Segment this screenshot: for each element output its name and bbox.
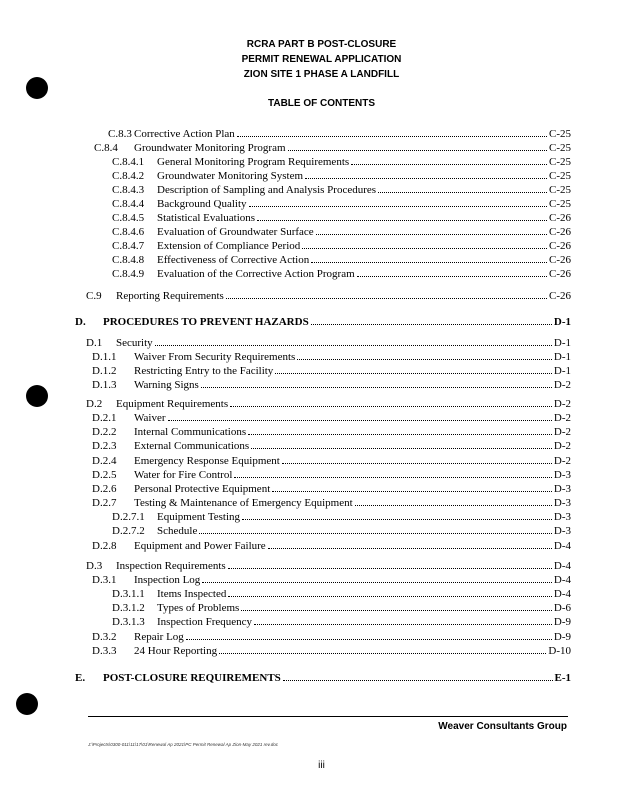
toc-entry-page: D-1 [553,337,571,349]
toc-entry [112,588,571,601]
toc-entry-page: D-1 [553,351,571,363]
toc-entry [92,497,571,510]
toc-entry-title: Groundwater Monitoring System [157,170,304,182]
dot-leader [275,373,552,374]
dot-leader [237,136,547,137]
toc-entry-title: Restricting Entry to the Facility [134,365,274,377]
toc-entry-page: C-25 [549,184,571,196]
toc-entry-page: D-2 [553,426,571,438]
dot-leader [378,192,547,193]
toc-entry-title: Emergency Response Equipment [134,455,280,467]
toc-entry-page: C-25 [549,142,571,154]
toc-entry [75,316,571,329]
toc-entry-page: C-25 [549,128,571,140]
toc-entry-page: E-1 [554,672,571,684]
dot-leader [155,345,552,346]
toc-entry-number: D.2.7 [92,497,117,509]
dot-leader [241,610,552,611]
toc-entry-page: D-3 [553,483,571,495]
dot-leader [272,491,552,492]
toc-entry-number: C.8.4.3 [112,184,145,196]
toc-entry-title: Statistical Evaluations [157,212,256,224]
dot-leader [305,178,547,179]
dot-leader [357,276,547,277]
toc-entry-title: External Communications [134,440,250,452]
toc-entry-number: C.8.3 [108,128,132,140]
toc-entry [108,128,571,141]
toc-entry-title: 24 Hour Reporting [134,645,218,657]
toc-entry [86,337,571,350]
toc-entry-title: Effectiveness of Corrective Action [157,254,310,266]
dot-leader [316,234,547,235]
toc-entry [112,254,571,267]
toc-entry-page: D-9 [553,616,571,628]
toc-entry-page: D-1 [553,365,571,377]
toc-entry-number: C.8.4.2 [112,170,145,182]
toc-entry-page: C-26 [549,290,571,302]
toc-entry-title: Types of Problems [157,602,240,614]
dot-leader [257,220,547,221]
toc-entry [94,142,571,155]
toc-entry [112,170,571,183]
page-number: iii [318,760,325,771]
company-name: Weaver Consultants Group [438,721,567,732]
toc-entry-title: Repair Log [134,631,184,643]
toc-entry-title: Inspection Frequency [157,616,252,628]
dot-leader [351,164,547,165]
toc-entry-number: D.2.7.2 [112,525,145,537]
toc-entry-page: D-4 [553,574,571,586]
dot-leader [283,680,553,681]
toc-entry-title: Warning Signs [134,379,199,391]
dot-leader [297,359,552,360]
toc-entry-number: C.8.4.5 [112,212,145,224]
toc-entry-title: Security [116,337,153,349]
toc-entry-number: D.3.1.3 [112,616,145,628]
toc-entry [92,365,571,378]
toc-entry-page: D-3 [553,525,571,537]
toc-entry-page: D-2 [553,398,571,410]
toc-entry [112,240,571,253]
toc-entry [92,455,571,468]
toc-entry-title: POST-CLOSURE REQUIREMENTS [103,672,281,684]
toc-entry-number: D.2.8 [92,540,117,552]
toc-entry-page: C-26 [549,254,571,266]
toc-entry-title: Inspection Log [134,574,201,586]
toc-entry-number: D.1.1 [92,351,117,363]
toc-entry [92,483,571,496]
toc-entry-page: C-26 [549,212,571,224]
footer-rule [88,716,568,717]
toc-entry-number: D.1.3 [92,379,117,391]
toc-entry [112,268,571,281]
dot-leader [234,477,551,478]
dot-leader [311,262,547,263]
toc-entry-title: Testing & Maintenance of Emergency Equipment [134,497,353,509]
toc-entry-page: D-4 [553,588,571,600]
toc-entry-page: D-2 [553,379,571,391]
dot-leader [355,505,552,506]
toc-entry-title: Inspection Requirements [116,560,226,572]
toc-entry [112,226,571,239]
toc-entry-number: D.2.3 [92,440,117,452]
toc-entry-number: D.1 [86,337,103,349]
toc-entry-page: D-1 [553,316,571,328]
toc-entry-number: D.2.7.1 [112,511,145,523]
dot-leader [228,568,552,569]
toc-entry [86,398,571,411]
toc-entry-title: Evaluation of Groundwater Surface [157,226,314,238]
toc-entry-number: D.2.4 [92,455,117,467]
toc-entry-number: D.3.1.1 [112,588,145,600]
dot-leader [311,324,552,325]
toc-entry [92,631,571,644]
toc-entry-title: Items Inspected [157,588,227,600]
toc-entry-number: C.8.4.8 [112,254,145,266]
toc-entry-number: C.8.4 [94,142,118,154]
dot-leader [219,653,546,654]
toc-entry-number: C.9 [86,290,102,302]
toc-entry-number: C.8.4.6 [112,226,145,238]
toc-entry [112,198,571,211]
toc-entry-title: Evaluation of the Corrective Action Program [157,268,355,280]
toc-entry-title: Schedule [157,525,198,537]
toc-entry-page: D-2 [553,440,571,452]
toc-entry-page: D-3 [553,497,571,509]
toc-entry-title: Internal Communications [134,426,247,438]
toc-entry-title: General Monitoring Program Requirements [157,156,350,168]
toc-entry-page: D-3 [553,511,571,523]
toc-entry-page: C-25 [549,198,571,210]
toc-entry-number: D.3.1 [92,574,117,586]
toc-entry-page: D-6 [553,602,571,614]
toc-entry-number: D.2.6 [92,483,117,495]
dot-leader [282,463,552,464]
toc-entry-number: C.8.4.1 [112,156,145,168]
toc-entry-title: Reporting Requirements [116,290,224,302]
dot-leader [230,406,552,407]
dot-leader [226,298,547,299]
toc-entry-title: Equipment Requirements [116,398,229,410]
toc-entry-title: Equipment and Power Failure [134,540,266,552]
toc-entry-number: D.3 [86,560,103,572]
toc-entry [112,184,571,197]
toc-entry [112,525,571,538]
toc-entry-number: D. [75,316,86,328]
toc-entry-title: Waiver [134,412,166,424]
toc-entry-title: Corrective Action Plan [134,128,235,140]
toc-entry-page: C-25 [549,170,571,182]
dot-leader [228,596,552,597]
dot-leader [248,434,552,435]
toc-entry [112,156,571,169]
toc-entry [92,379,571,392]
dot-leader [254,624,552,625]
toc-entry [112,616,571,629]
document-title-line-2: PERMIT RENEWAL APPLICATION [241,54,402,65]
toc-entry-number: D.3.2 [92,631,117,643]
toc-entry-page: C-25 [549,156,571,168]
toc-entry-page: D-4 [553,540,571,552]
dot-leader [202,582,552,583]
document-title-line-3: ZION SITE 1 PHASE A LANDFILL [243,69,400,80]
dot-leader [288,150,547,151]
dot-leader [186,639,552,640]
toc-entry-page: D-3 [553,469,571,481]
toc-entry-number: D.2 [86,398,103,410]
toc-entry-number: D.2.1 [92,412,117,424]
dot-leader [199,533,552,534]
toc-entry-title: PROCEDURES TO PREVENT HAZARDS [103,316,309,328]
toc-entry [112,511,571,524]
toc-entry [75,672,571,685]
toc-entry-number: C.8.4.4 [112,198,145,210]
dot-leader [249,206,547,207]
toc-entry-number: D.1.2 [92,365,117,377]
punch-hole-bottom [16,693,38,715]
toc-entry [92,351,571,364]
toc-entry-title: Equipment Testing [157,511,241,523]
toc-entry [86,290,571,303]
toc-entry [112,212,571,225]
toc-entry [92,426,571,439]
toc-entry-page: D-2 [553,455,571,467]
toc-entry-title: Personal Protective Equipment [134,483,271,495]
toc-entry [92,440,571,453]
toc-entry-number: D.2.2 [92,426,117,438]
toc-entry-page: C-26 [549,268,571,280]
dot-leader [302,248,547,249]
toc-entry-number: D.3.3 [92,645,117,657]
toc-entry-title: Groundwater Monitoring Program [134,142,286,154]
punch-hole-middle [26,385,48,407]
toc-entry [92,574,571,587]
dot-leader [268,548,552,549]
dot-leader [201,387,552,388]
toc-entry-title: Background Quality [157,198,247,210]
toc-entry-title: Waiver From Security Requirements [134,351,296,363]
toc-entry-page: D-2 [553,412,571,424]
toc-entry [92,645,571,658]
toc-heading: TABLE OF CONTENTS [267,98,376,109]
toc-entry-number: C.8.4.7 [112,240,145,252]
toc-entry-page: D-9 [553,631,571,643]
toc-entry-number: D.3.1.2 [112,602,145,614]
toc-entry-number: D.2.5 [92,469,117,481]
toc-entry-number: C.8.4.9 [112,268,145,280]
toc-entry-page: D-4 [553,560,571,572]
toc-entry [112,602,571,615]
dot-leader [242,519,552,520]
toc-entry-page: D-10 [548,645,571,657]
toc-entry [92,412,571,425]
toc-entry-page: C-26 [549,226,571,238]
file-path: J:\Projects\0300-011\11\17\01\Renewal Ap 2021\PC Permit Renewal Ap Zion-May 2021 rev.doc [88,742,279,747]
dot-leader [251,448,552,449]
toc-entry [92,540,571,553]
toc-entry-title: Extension of Compliance Period [157,240,301,252]
dot-leader [168,420,552,421]
toc-entry [92,469,571,482]
document-title-line-1: RCRA PART B POST-CLOSURE [246,39,397,50]
toc-entry-title: Water for Fire Control [134,469,233,481]
toc-entry-title: Description of Sampling and Analysis Procedures [157,184,377,196]
toc-entry-page: C-26 [549,240,571,252]
toc-entry-number: E. [75,672,86,684]
toc-entry [86,560,571,573]
